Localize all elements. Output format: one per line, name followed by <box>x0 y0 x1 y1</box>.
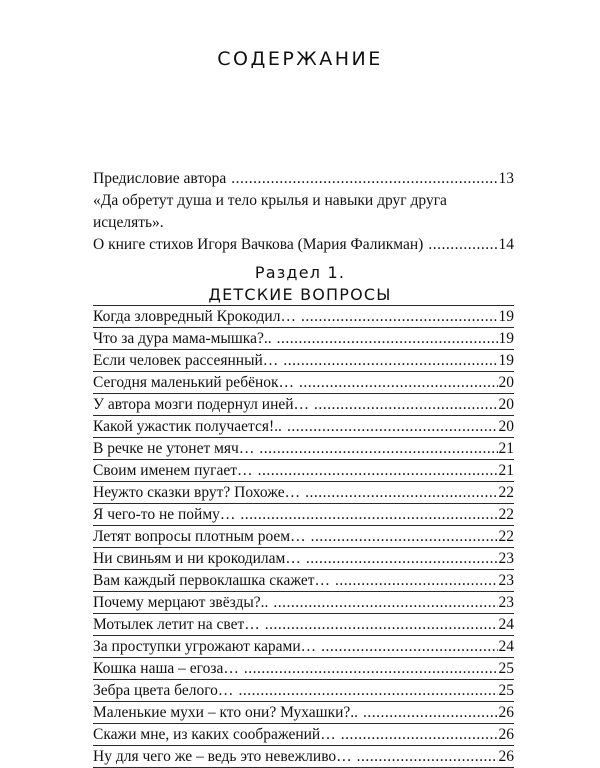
toc-entry-page: 20 <box>498 374 514 391</box>
toc-entry-page: 14 <box>498 236 514 253</box>
toc-entry-epigraph[interactable] <box>93 190 514 212</box>
dot-leader <box>305 482 497 503</box>
toc-entry-page: 19 <box>498 330 514 347</box>
toc-entry[interactable] <box>93 679 514 701</box>
dot-leader <box>265 614 498 635</box>
toc-entry-title: Своим именем пугает… <box>93 462 253 479</box>
dot-leader <box>314 394 497 415</box>
toc-entry-page: 26 <box>498 704 514 721</box>
toc-entry-page: 22 <box>498 506 514 523</box>
toc-entry-page: 24 <box>498 616 514 633</box>
toc-entry-title: О книге стихов Игоря Вачкова (Мария Фаликман) <box>93 236 424 253</box>
toc-entry[interactable] <box>93 503 514 525</box>
dot-leader <box>341 724 498 745</box>
section-label: Раздел 1. <box>254 263 346 282</box>
toc-entry[interactable] <box>93 415 514 437</box>
toc-entry-title: У автора мозги подернул иней… <box>93 396 310 413</box>
dot-leader <box>311 526 498 547</box>
toc-entry-title: Ни свиньям и ни крокодилам… <box>93 550 301 567</box>
toc-entry-page: 24 <box>498 638 514 655</box>
toc-entry[interactable] <box>93 569 514 591</box>
toc-entry-title: Мотылек летит на свет… <box>93 616 260 633</box>
dot-leader <box>299 372 497 393</box>
dot-leader <box>301 306 498 327</box>
toc-entry-title: Маленькие мухи – кто они? Мухашки?.. <box>93 704 359 721</box>
toc-entry-title: Скажи мне, из каких соображений… <box>93 726 336 743</box>
toc-entry[interactable] <box>93 547 514 569</box>
dot-leader <box>428 234 497 256</box>
toc-entry-page: 19 <box>498 352 514 369</box>
dot-leader <box>357 746 498 767</box>
dot-leader <box>238 680 497 701</box>
toc-entry-title: «Да обретут душа и тело крылья и навыки друг друга <box>93 192 447 209</box>
toc-entry-preface[interactable] <box>93 168 514 190</box>
toc-entry-page: 20 <box>498 396 514 413</box>
toc-entry-page: 22 <box>498 528 514 545</box>
toc-entry-title: Неужто сказки врут? Похоже… <box>93 484 301 501</box>
toc-entry[interactable] <box>93 657 514 679</box>
dot-leader <box>321 636 497 657</box>
toc-entry-page: 13 <box>498 170 514 187</box>
dot-leader <box>231 168 497 190</box>
toc-entry-title: Сегодня маленький ребёнок… <box>93 374 295 391</box>
toc-entry-title: Что за дура мама-мышка?.. <box>93 330 272 347</box>
toc-entry-title: Предисловие автора <box>93 170 227 187</box>
dot-leader <box>363 702 497 723</box>
toc-entry-title: Почему мерцают звёзды?.. <box>93 594 269 611</box>
toc-entry[interactable] <box>93 393 514 415</box>
dot-leader <box>273 592 497 613</box>
toc-entry-title: Если человек рассеянный… <box>93 352 279 369</box>
toc-entry-title: Кошка наша – егоза… <box>93 660 239 677</box>
dot-leader <box>244 658 498 679</box>
dot-leader <box>335 570 498 591</box>
toc-entry-title: Летят вопросы плотным роем… <box>93 528 306 545</box>
toc-entry-page: 23 <box>498 572 514 589</box>
toc-entry-title: Когда зловредный Крокодил… <box>93 308 296 325</box>
toc-entry[interactable] <box>93 305 514 327</box>
toc-entry-title: Зебра цвета белого… <box>93 682 234 699</box>
toc-entry-title: Ну для чего же – ведь это невежливо… <box>93 748 352 765</box>
toc-entry-page: 21 <box>498 462 514 479</box>
toc-entry-title: Я чего-то не пойму… <box>93 506 236 523</box>
toc-entry-page: 25 <box>498 682 514 699</box>
toc-entry-title: В речке не утонет мяч… <box>93 440 255 457</box>
toc-entry[interactable] <box>93 349 514 371</box>
toc-entry[interactable] <box>93 327 514 349</box>
toc-entry[interactable] <box>93 745 514 768</box>
toc-entry[interactable] <box>93 591 514 613</box>
toc-entry-title: исцелять». <box>93 214 164 231</box>
front-matter-list <box>93 168 514 256</box>
dot-leader <box>240 504 497 525</box>
toc-entry[interactable] <box>93 723 514 745</box>
section-entries-list <box>93 305 514 768</box>
toc-entry-epigraph-continued <box>93 212 514 234</box>
toc-entry[interactable] <box>93 613 514 635</box>
toc-entry-page: 20 <box>498 418 514 435</box>
toc-entry-title: Какой ужастик получается!.. <box>93 418 282 435</box>
toc-entry-page: 25 <box>498 660 514 677</box>
toc-entry-title: Вам каждый первоклашка скажет… <box>93 572 330 589</box>
toc-entry-page: 19 <box>498 308 514 325</box>
toc-entry-about-book[interactable] <box>93 234 514 256</box>
dot-leader <box>258 460 498 481</box>
toc-entry-page: 26 <box>498 726 514 743</box>
toc-entry[interactable] <box>93 481 514 503</box>
toc-entry[interactable] <box>93 459 514 481</box>
dot-leader <box>283 350 497 371</box>
dot-leader <box>277 328 498 349</box>
toc-entry[interactable] <box>93 437 514 459</box>
dot-leader <box>306 548 498 569</box>
toc-entry-page: 21 <box>498 440 514 457</box>
toc-entry[interactable] <box>93 701 514 723</box>
toc-entry[interactable] <box>93 371 514 393</box>
section-name: ДЕТСКИЕ ВОПРОСЫ <box>208 285 392 304</box>
dot-leader <box>259 438 497 459</box>
dot-leader <box>287 416 498 437</box>
page-title: СОДЕРЖАНИЕ <box>217 48 383 70</box>
toc-entry[interactable] <box>93 635 514 657</box>
toc-entry-page: 23 <box>498 550 514 567</box>
toc-entry-page: 23 <box>498 594 514 611</box>
toc-entry-page: 26 <box>498 748 514 765</box>
toc-entry-page: 22 <box>498 484 514 501</box>
toc-entry-title: За проступки угрожают карами… <box>93 638 317 655</box>
toc-entry[interactable] <box>93 525 514 547</box>
